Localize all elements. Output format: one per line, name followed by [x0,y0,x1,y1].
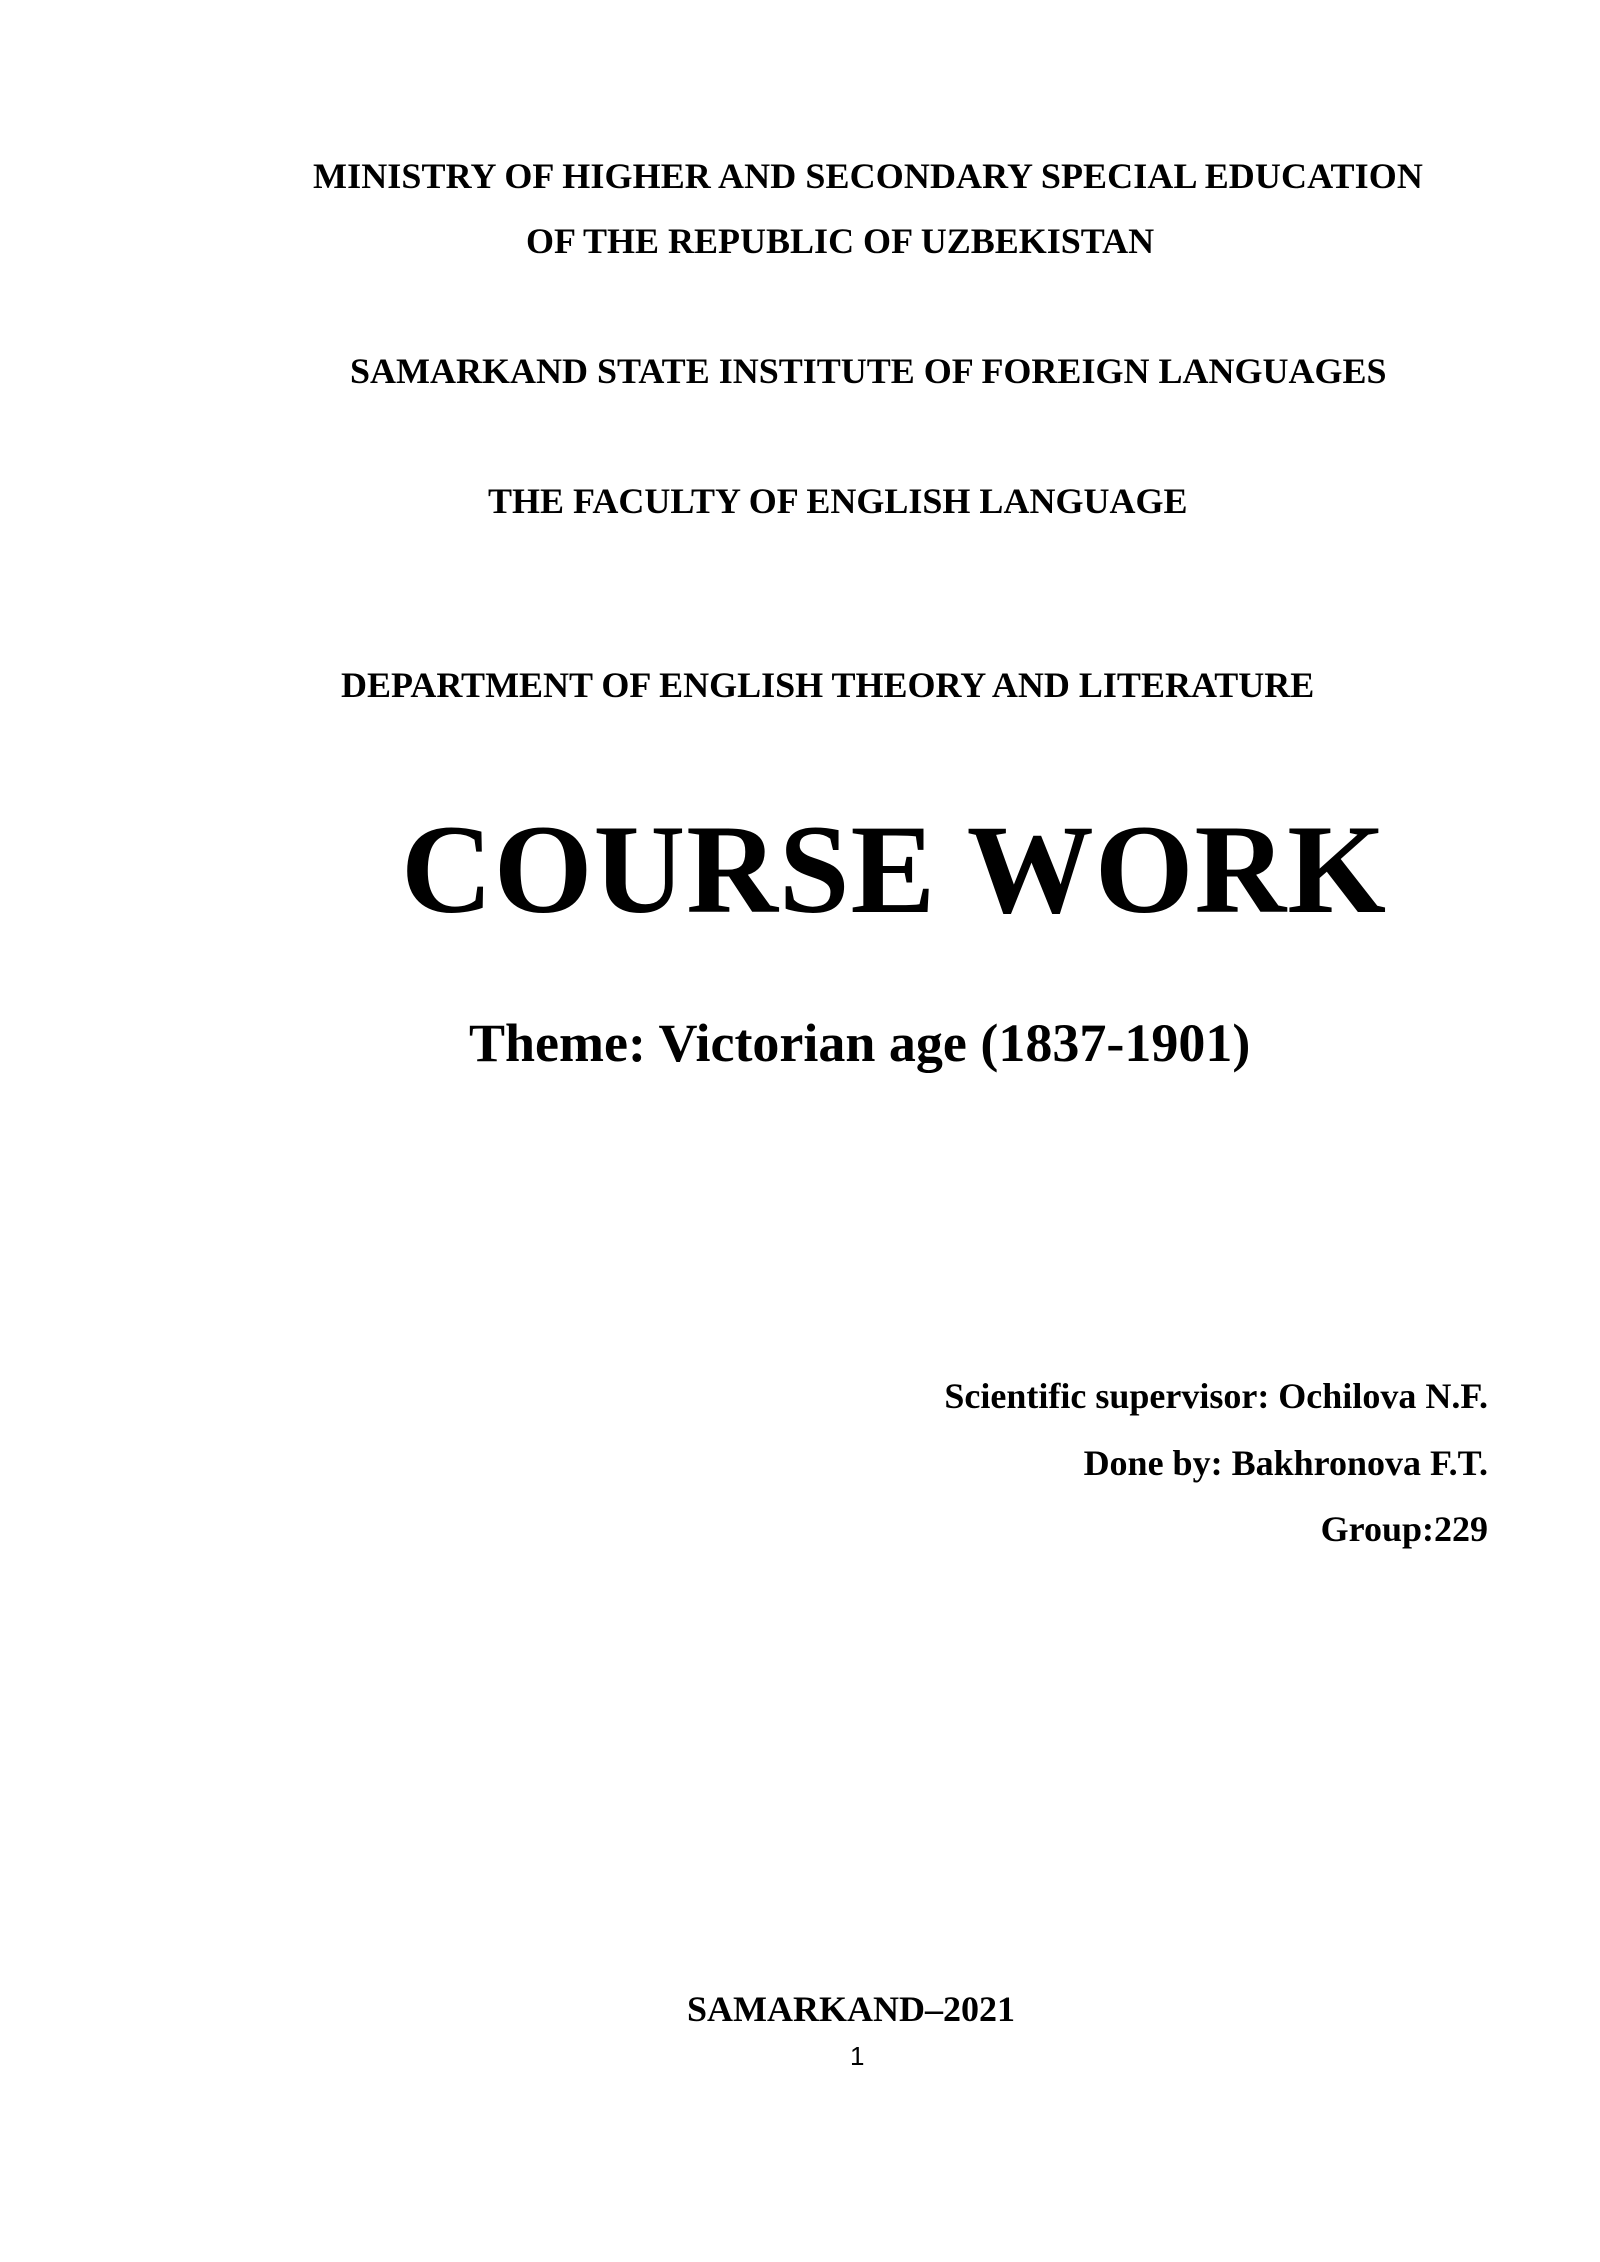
ministry-title-line2: OF THE REPUBLIC OF UZBEKISTAN [526,221,1155,261]
ministry-title-line1: MINISTRY OF HIGHER AND SECONDARY SPECIAL EDUCATION [313,156,1423,196]
group-line: Group:229 [1320,1509,1488,1549]
supervisor-line: Scientific supervisor: Ochilova N.F. [944,1376,1488,1416]
city-year: SAMARKAND–2021 [687,1989,1015,2029]
institute-name: SAMARKAND STATE INSTITUTE OF FOREIGN LANGUAGES [350,351,1387,391]
faculty-name: THE FACULTY OF ENGLISH LANGUAGE [488,481,1188,521]
page-number: 1 [850,2041,865,2071]
document-theme: Theme: Victorian age (1837-1901) [469,1013,1251,1073]
department-name: DEPARTMENT OF ENGLISH THEORY AND LITERATURE [341,665,1315,705]
done-by-line: Done by: Bakhronova F.T. [1083,1443,1488,1483]
document-title: COURSE WORK [401,800,1388,940]
